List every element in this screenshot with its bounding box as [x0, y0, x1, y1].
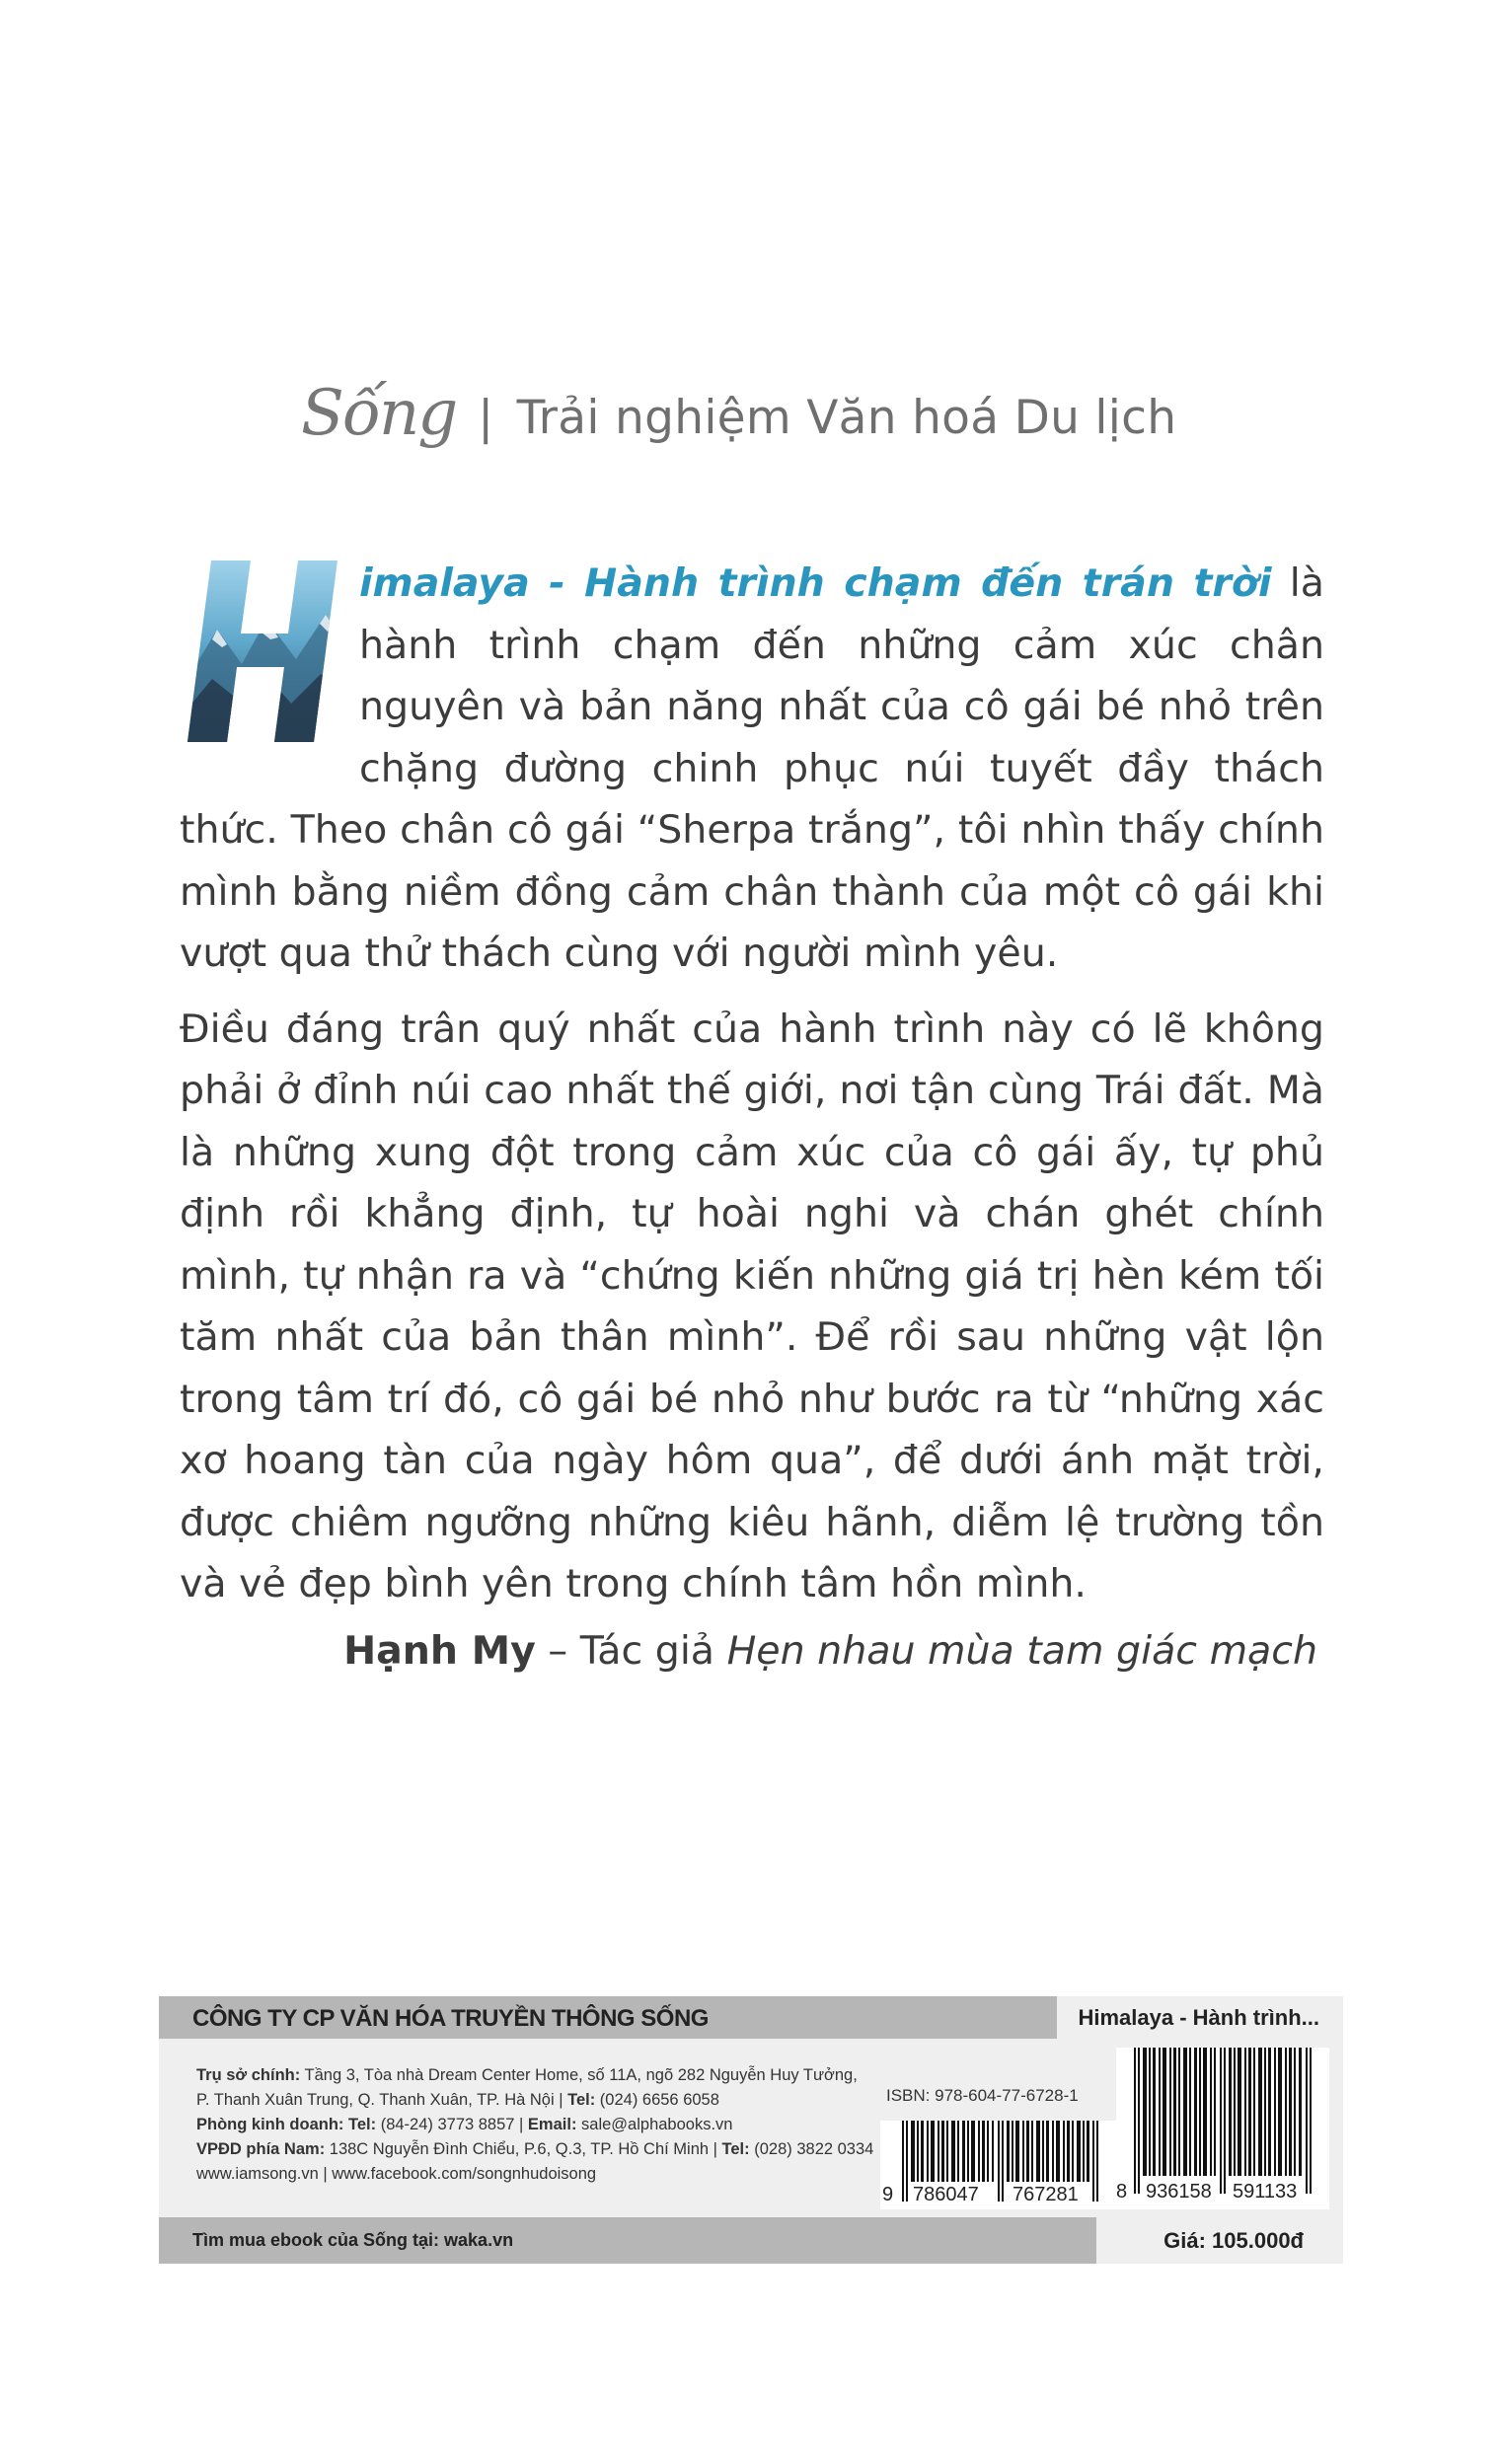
dropcap-h-mountain-icon [188, 560, 341, 742]
series-label-text: Trải nghiệm Văn hoá Du lịch [516, 390, 1177, 445]
isbn-digit-left: 9 [882, 2184, 894, 2205]
south-tel-label: Tel: [721, 2140, 750, 2158]
byline [343, 1628, 1317, 1674]
ean-digit-left: 8 [1116, 2181, 1128, 2203]
sales-label: Phòng kinh doanh [196, 2116, 338, 2133]
blurb-paragraph-1-text: là hành trình chạm đến những cảm xúc chân nguyên và bản năng nhất của cô gái bé nhỏ trên chặng đường chinh phục núi tuyết đầy thách thức. Theo chân cô gái “Sherpa trắng”, tôi nhìn thấy chính mình bằng niềm đồng cảm chân thành của một cô gái khi vượt qua thử thách cùng với người mình yêu. [180, 560, 1324, 976]
byline-role: – Tác giả [535, 1628, 727, 1674]
isbn-barcode [880, 2121, 1122, 2209]
ean-barcode [1116, 2048, 1329, 2209]
hq-tel-label: Tel: [567, 2091, 596, 2109]
ean-digits-mid: 936158 [1146, 2181, 1212, 2203]
company-name: CÔNG TY CP VĂN HÓA TRUYỀN THÔNG SỐNG [192, 2005, 709, 2032]
colophon-top-band [159, 1996, 1343, 2039]
south-tel: (028) 3822 0334 [749, 2140, 874, 2158]
ean-digits-right: 591133 [1233, 2181, 1298, 2203]
blurb-paragraph-1 [180, 553, 1324, 985]
hq-line-2 [196, 2088, 887, 2113]
hq-tel: (024) 6656 6058 [595, 2091, 719, 2109]
price-label: Giá: 105.000đ [1096, 2217, 1343, 2264]
book-title-emphasis: imalaya - Hành trình chạm đến trán trời [359, 560, 1272, 606]
sales-tel: (84-24) 3773 8857 | [376, 2116, 528, 2133]
colophon-bottom-band [159, 2217, 1343, 2264]
hq-address-1: Tầng 3, Tòa nhà Dream Center Home, số 11A, ngõ 282 Nguyễn Huy Tưởng, [300, 2066, 858, 2084]
blurb-paragraph-2: Điều đáng trân quý nhất của hành trình này có lẽ không phải ở đỉnh núi cao nhất thế giới, nơi tận cùng Trái đất. Mà là những xung đột trong cảm xúc của cô gái ấy, tự phủ định rồi khẳng định, tự hoài nghi và chán ghét chính mình, tự nhận ra và “chứng kiến những giá trị hèn kém tối tăm nhất của bản thân mình”. Để rồi sau những vật lộn trong tâm trí đó, cô gái bé nhỏ như bước ra từ “những xác xơ hoang tàn của ngày hôm qua”, để dưới ánh mặt trời, được chiêm ngưỡng những kiêu hãnh, diễm lệ trường tồn và vẻ đẹp bình yên trong chính tâm hồn mình. [180, 1006, 1324, 1606]
publisher-logo: Sống [301, 377, 457, 450]
ebook-link-text: Tìm mua ebook của Sống tại: waka.vn [192, 2230, 514, 2250]
sales-tel-label: : Tel: [338, 2116, 377, 2133]
isbn-digits-right: 767281 [1013, 2184, 1079, 2205]
isbn-digits-mid: 786047 [913, 2184, 979, 2205]
series-separator: | [478, 390, 494, 445]
south-label: VPĐD phía Nam: [196, 2140, 326, 2158]
hq-address-2: P. Thanh Xuân Trung, Q. Thanh Xuân, TP. Hà Nội | [196, 2091, 568, 2109]
isbn-label: ISBN: 978-604-77-6728-1 [886, 2086, 1079, 2105]
south-office-line [196, 2137, 887, 2162]
email-label: Email: [527, 2116, 577, 2133]
hq-line-1 [196, 2063, 887, 2088]
colophon [159, 1996, 1343, 2264]
byline-author: Hạnh My [343, 1628, 536, 1674]
email-address: sale@alphabooks.vn [576, 2116, 733, 2133]
contact-info [196, 2063, 887, 2187]
series-label [478, 391, 1176, 445]
web-links: www.iamsong.vn | www.facebook.com/songnhudoisong [196, 2165, 597, 2183]
blurb [180, 553, 1324, 1615]
series-header [301, 363, 1176, 472]
south-address: 138C Nguyễn Đình Chiểu, P.6, Q.3, TP. Hồ Chí Minh | [325, 2140, 722, 2158]
sales-line [196, 2113, 887, 2137]
hq-label: Trụ sở chính: [196, 2066, 301, 2084]
colophon-book-title: Himalaya - Hành trình... [1057, 1996, 1343, 2039]
byline-book: Hẹn nhau mùa tam giác mạch [726, 1628, 1317, 1674]
